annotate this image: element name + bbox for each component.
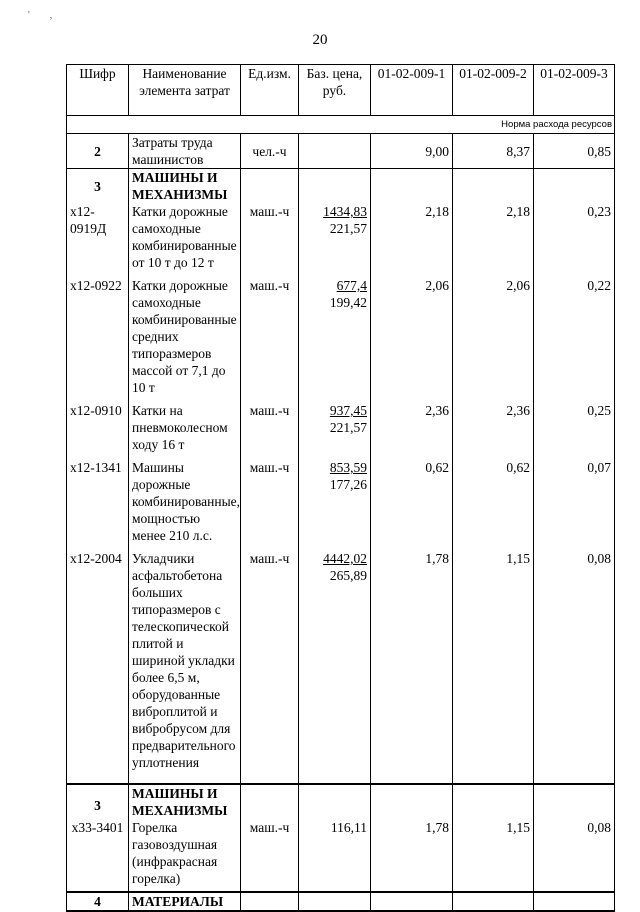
- machine-v2: 2,36: [453, 396, 534, 453]
- norm-row: [67, 116, 615, 134]
- header-col1: 01-02-009-1: [371, 65, 453, 116]
- machine-v3: 0,23: [534, 203, 615, 271]
- machine-v2: 2,06: [453, 271, 534, 396]
- burner-row: [67, 819, 615, 892]
- machine-price-cell: [299, 271, 371, 396]
- machine-price-secondary: 265,89: [329, 568, 367, 583]
- machine-price-cell: [299, 453, 371, 544]
- machine-v1: 1,78: [371, 544, 453, 784]
- machine-name: Машины дорожные комбинированные, мощностью менее 210 л.с.: [129, 453, 241, 544]
- labor-v3: 0,85: [534, 134, 615, 169]
- section-machines-2-title: МАШИНЫ И МЕХАНИЗМЫ: [129, 784, 241, 819]
- machine-name: Катки на пневмоколесном ходу 16 т: [129, 396, 241, 453]
- machine-unit: маш.-ч: [241, 453, 299, 544]
- labor-v2: 8,37: [453, 134, 534, 169]
- machine-v1: 2,18: [371, 203, 453, 271]
- burner-v2: 1,15: [453, 819, 534, 892]
- labor-unit: чел.-ч: [241, 134, 299, 169]
- header-col3: 01-02-009-3: [534, 65, 615, 116]
- burner-name: Горелка газовоздушная (инфракрасная горелка): [129, 819, 241, 892]
- machine-code: х12-0910: [67, 396, 129, 453]
- burner-code: х33-3401: [67, 819, 129, 892]
- machine-row: [67, 203, 615, 271]
- machine-name: Укладчики асфальтобетона больших типоразмеров с телескопической плитой и шириной укладки более 6,5 м, оборудованные виброплитой и вибробрусом для предварительного уплотнения: [129, 544, 241, 784]
- machine-row: [67, 453, 615, 544]
- header-code: Шифр: [67, 65, 129, 116]
- machine-unit: маш.-ч: [241, 544, 299, 784]
- header-name: Наименование элемента затрат: [129, 65, 241, 116]
- machine-v3: 0,07: [534, 453, 615, 544]
- machine-name: Катки дорожные самоходные комбинированные от 10 т до 12 т: [129, 203, 241, 271]
- machine-price: 677,4: [336, 278, 367, 293]
- section-materials-row: [67, 892, 615, 911]
- section-machines-code: 3: [67, 169, 129, 204]
- labor-price: [299, 134, 371, 169]
- labor-name: Затраты труда машинистов: [129, 134, 241, 169]
- machine-code: х12-1341: [67, 453, 129, 544]
- machine-unit: маш.-ч: [241, 271, 299, 396]
- machine-code: х12-0919Д: [67, 203, 129, 271]
- section-machines-row: [67, 169, 615, 204]
- machine-price-secondary: 221,57: [329, 420, 367, 435]
- burner-unit: маш.-ч: [241, 819, 299, 892]
- machine-name: Катки дорожные самоходные комбинированные средних типоразмеров массой от 7,1 до 10 т: [129, 271, 241, 396]
- machine-price: 1434,83: [323, 204, 367, 219]
- norm-label: Норма расхода ресурсов: [67, 116, 615, 134]
- machine-unit: маш.-ч: [241, 203, 299, 271]
- burner-price: 116,11: [299, 819, 371, 892]
- section-machines-title: МАШИНЫ И МЕХАНИЗМЫ: [129, 169, 241, 204]
- machine-price: 853,59: [329, 460, 367, 475]
- resource-table: [66, 64, 615, 912]
- machine-v2: 1,15: [453, 544, 534, 784]
- machine-row: [67, 396, 615, 453]
- machine-v1: 2,06: [371, 271, 453, 396]
- machine-price-secondary: 199,42: [329, 295, 367, 310]
- section-materials-code: 4: [67, 892, 129, 911]
- machine-rows: [67, 203, 615, 784]
- machine-unit: маш.-ч: [241, 396, 299, 453]
- machine-v3: 0,22: [534, 271, 615, 396]
- machine-row: [67, 544, 615, 784]
- burner-v3: 0,08: [534, 819, 615, 892]
- machine-price-secondary: 221,57: [329, 221, 367, 236]
- machine-price: 4442,02: [323, 551, 367, 566]
- machine-price-cell: [299, 203, 371, 271]
- machine-price-cell: [299, 396, 371, 453]
- header-unit: Ед.изм.: [241, 65, 299, 116]
- labor-code: 2: [67, 134, 129, 169]
- machine-v1: 0,62: [371, 453, 453, 544]
- labor-v1: 9,00: [371, 134, 453, 169]
- machine-price-cell: [299, 544, 371, 784]
- section-materials-title: МАТЕРИАЛЫ: [129, 892, 241, 911]
- section-machines-2-code: 3: [67, 784, 129, 819]
- header-price: Баз. цена, руб.: [299, 65, 371, 116]
- machine-v3: 0,25: [534, 396, 615, 453]
- machine-price: 937,45: [329, 403, 367, 418]
- machine-v2: 0,62: [453, 453, 534, 544]
- header-col2: 01-02-009-2: [453, 65, 534, 116]
- page-number: 20: [312, 32, 328, 48]
- machine-code: х12-0922: [67, 271, 129, 396]
- machine-v2: 2,18: [453, 203, 534, 271]
- machine-row: [67, 271, 615, 396]
- machine-v3: 0,08: [534, 544, 615, 784]
- burner-v1: 1,78: [371, 819, 453, 892]
- labor-row: [67, 134, 615, 169]
- section-machines-2-row: [67, 784, 615, 819]
- machine-code: х12-2004: [67, 544, 129, 784]
- header-row: [67, 65, 615, 116]
- machine-price-secondary: 177,26: [329, 477, 367, 492]
- scan-marks: ' ,: [28, 10, 53, 21]
- machine-v1: 2,36: [371, 396, 453, 453]
